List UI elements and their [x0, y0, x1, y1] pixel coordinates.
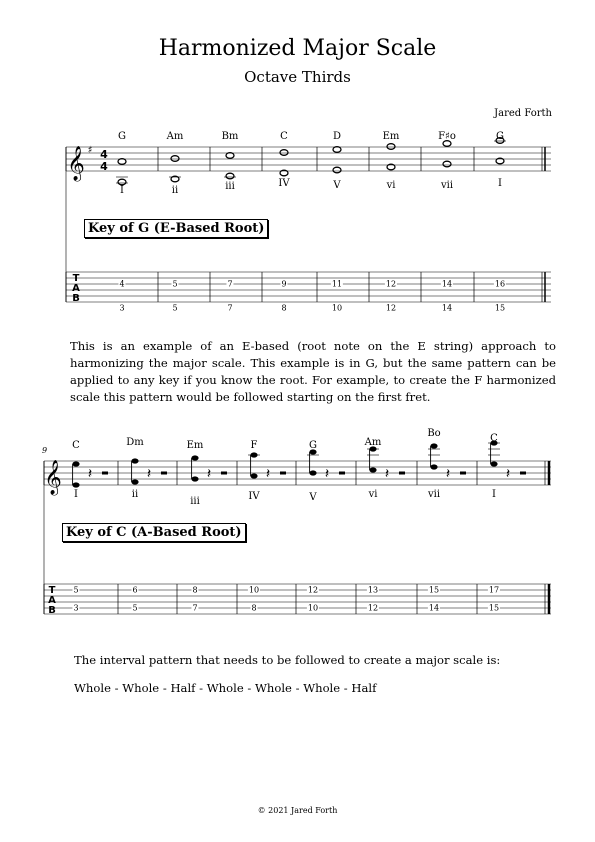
whole-note — [443, 161, 451, 167]
quarter-note — [131, 458, 138, 463]
roman-numeral: vi — [368, 489, 378, 500]
chord-symbol: Dm — [126, 437, 144, 448]
tab-fret-number: 12 — [367, 603, 379, 613]
tab-clef-t: T — [72, 273, 80, 284]
quarter-rest: 𝄽 — [445, 466, 451, 482]
time-signature-top: 4 — [100, 148, 108, 161]
whole-note — [171, 156, 179, 162]
roman-numeral: vii — [440, 180, 454, 191]
quarter-note — [72, 482, 79, 487]
chord-symbol: D — [332, 131, 342, 142]
tab-fret-number: 12 — [385, 279, 397, 289]
half-rest — [399, 472, 405, 475]
roman-numeral: vi — [386, 180, 396, 191]
interval-pattern: Whole - Whole - Half - Whole - Whole - Whole - Half — [74, 681, 377, 695]
time-signature-bottom: 4 — [100, 160, 108, 173]
half-rest — [339, 472, 345, 475]
tab-fret-number: 16 — [494, 279, 506, 289]
quarter-rest: 𝄽 — [265, 466, 271, 482]
whole-note — [226, 173, 234, 179]
tab-fret-number: 10 — [331, 303, 343, 313]
roman-numeral: I — [120, 185, 124, 196]
tab-fret-number: 12 — [385, 303, 397, 313]
whole-note — [118, 179, 126, 185]
key-signature-sharp: ♯ — [87, 145, 93, 156]
chord-symbol: Am — [166, 131, 184, 142]
tab-fret-number: 5 — [172, 303, 178, 313]
tab-clef-a: A — [72, 283, 80, 294]
quarter-note — [430, 464, 437, 469]
quarter-note — [369, 467, 376, 472]
chord-symbol: C — [280, 131, 288, 142]
tab-fret-number: 7 — [227, 279, 233, 289]
quarter-note — [430, 443, 437, 448]
quarter-note — [131, 479, 138, 484]
chord-symbol: C — [72, 440, 80, 451]
chord-symbol: C — [490, 433, 498, 444]
tab-fret-number: 14 — [441, 279, 453, 289]
composer-name: Jared Forth — [494, 108, 552, 119]
chord-symbol: G — [496, 131, 504, 142]
chord-symbol: Em — [186, 440, 204, 451]
interval-intro: The interval pattern that needs to be followed to create a major scale is: — [74, 653, 501, 667]
tab-fret-number: 3 — [119, 303, 125, 313]
whole-note — [333, 167, 341, 173]
chord-symbol: Em — [382, 131, 400, 142]
quarter-rest: 𝄽 — [146, 466, 152, 482]
quarter-note — [309, 470, 316, 475]
key-of-g-label: Key of G (E-Based Root) — [84, 219, 268, 238]
tab-fret-number: 3 — [73, 603, 79, 613]
half-rest — [102, 472, 108, 475]
whole-note — [226, 153, 234, 159]
chord-symbol: Am — [364, 437, 382, 448]
quarter-note — [490, 461, 497, 466]
whole-note — [387, 144, 395, 150]
roman-numeral: I — [498, 178, 502, 189]
tab-fret-number: 8 — [192, 585, 198, 595]
tab-fret-number: 15 — [428, 585, 440, 595]
tab-fret-number: 13 — [367, 585, 379, 595]
quarter-rest: 𝄽 — [505, 466, 511, 482]
tab-fret-number: 6 — [132, 585, 138, 595]
treble-clef: 𝄞 — [44, 460, 62, 495]
key-of-c-label: Key of C (A-Based Root) — [62, 523, 246, 542]
tab-clef-t: T — [48, 585, 56, 596]
half-rest — [280, 472, 286, 475]
quarter-note — [191, 476, 198, 481]
tab-fret-number: 5 — [132, 603, 138, 613]
whole-note — [333, 147, 341, 153]
tab-clef-a: A — [48, 595, 56, 606]
quarter-rest: 𝄽 — [324, 466, 330, 482]
treble-clef: 𝄞 — [67, 146, 85, 181]
roman-numeral: V — [333, 180, 341, 191]
quarter-note — [250, 473, 257, 478]
chord-symbol: G — [309, 440, 317, 451]
tab-fret-number: 15 — [494, 303, 506, 313]
roman-numeral: iii — [190, 496, 200, 507]
roman-numeral: I — [492, 489, 496, 500]
description-paragraph: This is an example of an E-based (root note on the E string) approach to harmonizing the major scale. This example is in G, but the same pattern can be applied to any key if you know the root. For example, to create the F harmonized scale this pattern would be followed starting on the first fret. — [70, 339, 556, 404]
measure-number: 9 — [42, 446, 48, 455]
tab-fret-number: 15 — [488, 603, 500, 613]
roman-numeral: V — [309, 492, 317, 503]
roman-numeral: IV — [278, 178, 290, 189]
quarter-rest: 𝄽 — [87, 466, 93, 482]
copyright-footer: © 2021 Jared Forth — [257, 806, 338, 815]
tab-fret-number: 11 — [331, 279, 343, 289]
roman-numeral: ii — [131, 489, 139, 500]
tab-fret-number: 5 — [172, 279, 178, 289]
chord-symbol: F♯o — [438, 131, 456, 142]
tab-fret-number: 4 — [119, 279, 125, 289]
quarter-rest: 𝄽 — [384, 466, 390, 482]
chord-symbol: G — [118, 131, 126, 142]
whole-note — [280, 150, 288, 156]
tab-fret-number: 17 — [488, 585, 500, 595]
tab-fret-number: 14 — [441, 303, 453, 313]
chord-symbol: Bm — [221, 131, 239, 142]
tab-fret-number: 8 — [251, 603, 257, 613]
roman-numeral: IV — [248, 491, 260, 502]
tab-clef-b: B — [72, 293, 80, 304]
tab-fret-number: 8 — [281, 303, 287, 313]
quarter-note — [191, 455, 198, 460]
roman-numeral: iii — [225, 181, 235, 192]
half-rest — [520, 472, 526, 475]
quarter-note — [72, 461, 79, 466]
quarter-rest: 𝄽 — [206, 466, 212, 482]
tab-fret-number: 14 — [428, 603, 440, 613]
half-rest — [221, 472, 227, 475]
tab-fret-number: 10 — [248, 585, 260, 595]
tab-fret-number: 12 — [307, 585, 319, 595]
roman-numeral: I — [74, 489, 78, 500]
tab-fret-number: 5 — [73, 585, 79, 595]
page-title: Harmonized Major Scale — [158, 36, 437, 61]
chord-symbol: Bo — [427, 428, 441, 439]
tab-fret-number: 9 — [281, 279, 287, 289]
tab-fret-number: 10 — [307, 603, 319, 613]
chord-symbol: F — [250, 440, 258, 451]
roman-numeral: vii — [427, 489, 441, 500]
half-rest — [460, 472, 466, 475]
roman-numeral: ii — [171, 185, 179, 196]
tab-fret-number: 7 — [192, 603, 198, 613]
tab-clef-b: B — [48, 605, 56, 616]
tab-fret-number: 7 — [227, 303, 233, 313]
half-rest — [161, 472, 167, 475]
page-subtitle: Octave Thirds — [244, 68, 351, 86]
whole-note — [118, 159, 126, 165]
